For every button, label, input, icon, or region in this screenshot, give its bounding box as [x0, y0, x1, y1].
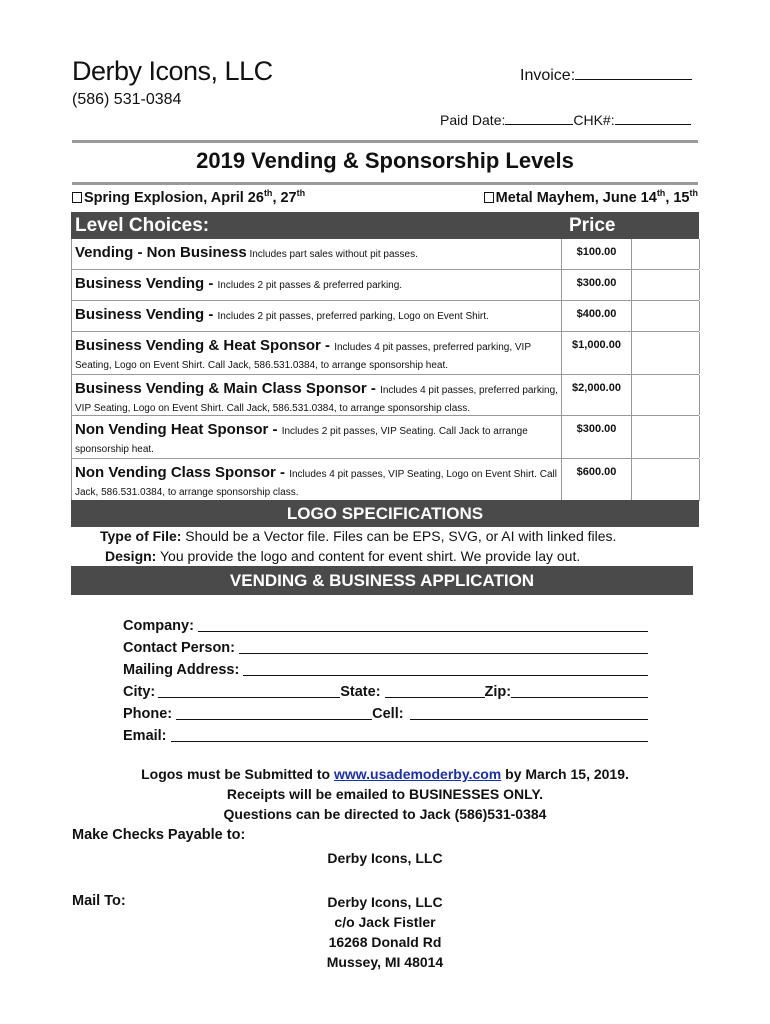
level-name: Non Vending Heat Sponsor -	[75, 421, 282, 438]
company-label: Company:	[123, 618, 194, 634]
level-name: Non Vending Class Sponsor -	[75, 464, 290, 481]
cell-field[interactable]	[410, 706, 648, 720]
level-detail: Includes part sales without pit passes.	[246, 249, 418, 260]
level-price: $600.00	[561, 459, 631, 501]
level-select-cell[interactable]	[631, 332, 700, 374]
design-label: Design:	[105, 548, 157, 564]
level-select-cell[interactable]	[631, 416, 700, 458]
level-row	[71, 459, 699, 502]
logo-submission-note	[0, 766, 770, 782]
mailing-label: Mailing Address:	[123, 662, 240, 678]
top-divider	[72, 140, 698, 143]
level-name: Business Vending -	[75, 275, 218, 292]
level-description	[72, 375, 561, 417]
zip-field[interactable]	[511, 684, 648, 698]
contact-field[interactable]	[239, 640, 648, 654]
event-metal-sup1: th	[656, 188, 666, 198]
state-field[interactable]	[385, 684, 485, 698]
phone-label: Phone:	[123, 706, 173, 722]
city-field[interactable]	[158, 684, 340, 698]
logo-design	[105, 548, 580, 564]
mailing-row	[123, 657, 648, 679]
event-metal-sup2: th	[689, 188, 698, 198]
event-metal-mayhem[interactable]	[484, 188, 698, 206]
level-detail: Includes 2 pit passes, VIP Seating. Call Jack to arrange sponsorship heat.	[75, 426, 528, 455]
level-table-header	[71, 212, 699, 239]
logo-note-post: by March 15, 2019.	[501, 766, 629, 782]
city-label: City:	[123, 684, 156, 700]
event-spring-sup1: th	[263, 188, 273, 198]
event-spring-explosion[interactable]	[72, 188, 305, 206]
website-link[interactable]: www.usademoderby.com	[333, 766, 502, 782]
questions-note: Questions can be directed to Jack (586)531-0384	[223, 806, 547, 822]
level-price: $400.00	[561, 301, 631, 331]
invoice-blank[interactable]	[575, 66, 692, 80]
paid-date-blank[interactable]	[505, 111, 573, 125]
checks-payee: Derby Icons, LLC	[327, 850, 443, 866]
level-price: $1,000.00	[561, 332, 631, 374]
event-spring-mid: , 27	[272, 189, 297, 206]
level-detail: Includes 4 pit passes, VIP Seating, Logo on Event Shirt. Call Jack, 586.531.0384, to arrange sponsorship class.	[75, 469, 557, 498]
checkbox-metal-mayhem[interactable]	[484, 192, 494, 203]
level-select-cell[interactable]	[631, 270, 700, 300]
level-select-cell[interactable]	[631, 301, 700, 331]
level-row	[71, 239, 699, 270]
state-label: State:	[340, 684, 381, 700]
invoice-label: Invoice:	[520, 67, 576, 84]
level-price: $300.00	[561, 270, 631, 300]
email-label: Email:	[123, 728, 167, 744]
event-spring-name: Spring Explosion, April 26	[84, 189, 264, 206]
chk-label: CHK#:	[573, 112, 615, 128]
title-divider	[72, 182, 698, 185]
price-heading: Price	[569, 215, 616, 236]
file-type-label: Type of File:	[100, 528, 182, 544]
level-detail: Includes 2 pit passes & preferred parking.	[217, 280, 403, 291]
event-metal-name: Metal Mayhem, June 14	[495, 189, 657, 206]
contact-label: Contact Person:	[123, 640, 235, 656]
checkbox-spring-explosion[interactable]	[72, 192, 82, 203]
level-description	[72, 270, 561, 294]
email-row	[123, 723, 648, 745]
mail-address-line: 16268 Donald Rd	[328, 934, 442, 950]
level-detail: Includes 4 pit passes, preferred parking, VIP Seating, Logo on Event Shirt. Call Jack, 586.531.0384, to arrange sponsorship class.	[75, 385, 558, 414]
level-row	[71, 375, 699, 416]
zip-label: Zip:	[484, 684, 512, 700]
level-detail: Includes 2 pit passes, preferred parking, Logo on Event Shirt.	[217, 311, 489, 322]
level-description	[72, 459, 561, 501]
level-row	[71, 301, 699, 332]
logo-specifications-heading: LOGO SPECIFICATIONS	[71, 500, 699, 527]
email-field[interactable]	[171, 728, 648, 742]
level-description	[72, 416, 561, 458]
logo-note-pre: Logos must be Submitted to	[141, 766, 334, 782]
paid-date-label: Paid Date:	[440, 112, 506, 128]
level-choices-table	[71, 212, 699, 502]
logo-file-type	[100, 528, 616, 544]
level-price: $300.00	[561, 416, 631, 458]
page-title: 2019 Vending & Sponsorship Levels	[196, 148, 574, 173]
checks-payable-label: Make Checks Payable to:	[72, 827, 246, 843]
level-select-cell[interactable]	[631, 459, 700, 501]
level-select-cell[interactable]	[631, 239, 700, 269]
company-name: Derby Icons, LLC	[72, 56, 273, 86]
level-price: $2,000.00	[561, 375, 631, 415]
receipts-note: Receipts will be emailed to BUSINESSES ONLY.	[226, 786, 544, 802]
level-row	[71, 332, 699, 375]
level-name: Business Vending & Main Class Sponsor -	[75, 380, 381, 397]
level-description	[72, 332, 561, 374]
level-price: $100.00	[561, 239, 631, 269]
company-row	[123, 613, 648, 635]
event-spring-sup2: th	[296, 188, 306, 198]
mail-address-line: c/o Jack Fistler	[334, 914, 436, 930]
level-description	[72, 239, 561, 263]
mail-address-line: Derby Icons, LLC	[327, 894, 443, 910]
paid-date-field[interactable]	[440, 111, 691, 128]
phone-row	[123, 701, 648, 723]
mail-address-line: Mussey, MI 48014	[326, 954, 444, 970]
level-select-cell[interactable]	[631, 375, 700, 415]
mailing-field[interactable]	[243, 662, 648, 676]
company-phone: (586) 531-0384	[72, 91, 182, 108]
level-row	[71, 270, 699, 301]
level-name: Vending - Non Business	[75, 244, 247, 261]
application-heading: VENDING & BUSINESS APPLICATION	[71, 566, 693, 595]
contact-row	[123, 635, 648, 657]
city-row	[123, 679, 648, 701]
application-form	[123, 613, 648, 745]
level-row	[71, 416, 699, 459]
design-text: You provide the logo and content for event shirt. We provide lay out.	[156, 548, 581, 564]
level-detail: Includes 4 pit passes, preferred parking, VIP Seating, Logo on Event Shirt. Call Jack, 586.531.0384, to arrange sponsorship heat.	[75, 342, 531, 371]
level-name: Business Vending -	[75, 306, 218, 323]
mail-to-label: Mail To:	[72, 893, 126, 909]
company-field[interactable]	[198, 618, 648, 632]
chk-blank[interactable]	[615, 111, 691, 125]
level-choices-heading: Level Choices:	[75, 215, 210, 236]
cell-label: Cell:	[372, 706, 404, 722]
invoice-field[interactable]	[520, 66, 692, 85]
level-name: Business Vending & Heat Sponsor -	[75, 337, 335, 354]
level-description	[72, 301, 561, 325]
phone-field[interactable]	[176, 706, 372, 720]
event-metal-mid: , 15	[665, 189, 690, 206]
file-type-text: Should be a Vector file. Files can be EPS, SVG, or AI with linked files.	[181, 528, 617, 544]
